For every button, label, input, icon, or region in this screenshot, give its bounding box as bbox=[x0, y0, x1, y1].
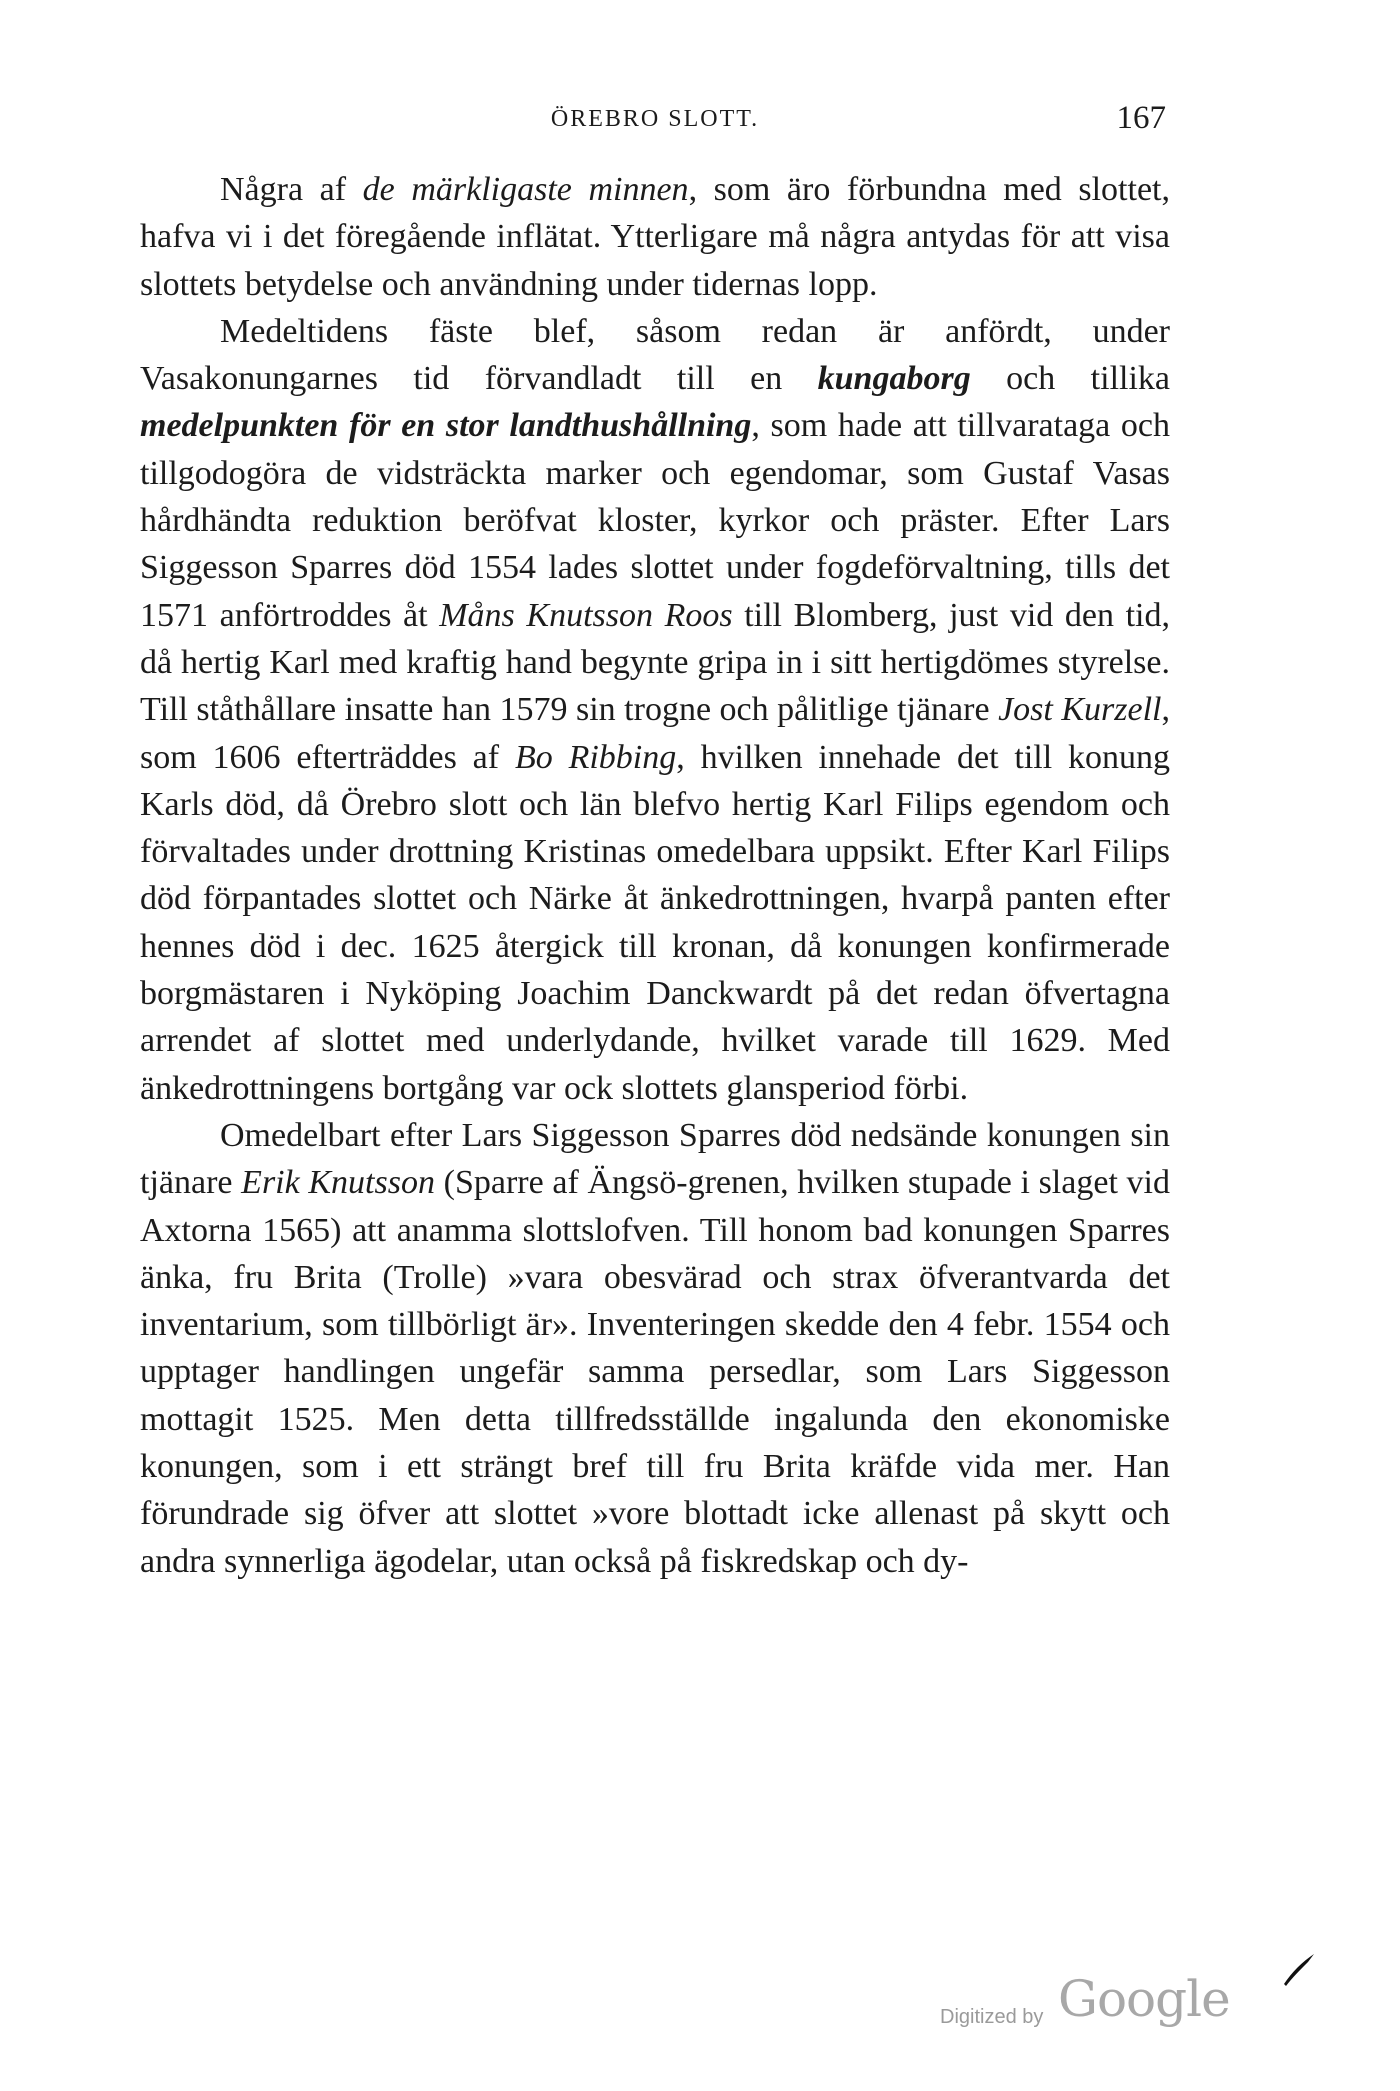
paragraph bbox=[140, 166, 1170, 308]
text-run: Omedelbart efter Lars Siggesson Sparres död nedsände konungen sin tjänare bbox=[140, 1116, 1170, 1202]
body-text bbox=[140, 166, 1170, 1585]
text-run: och tillika bbox=[970, 360, 1171, 398]
italic-phrase: de märkligaste minnen bbox=[362, 171, 689, 208]
italic-phrase: Måns Knutsson Roos bbox=[439, 596, 733, 634]
italic-phrase: Bo Ribbing bbox=[514, 738, 677, 776]
paragraph bbox=[140, 1112, 1170, 1585]
italic-phrase: Erik Knutsson bbox=[241, 1164, 435, 1202]
paragraph bbox=[140, 308, 1170, 1112]
pen-stroke-mark bbox=[1278, 1950, 1318, 1990]
text-run: (Sparre af Ängsö-grenen, hvilken stupade i slaget vid Axtorna 1565) att anamma slottslofven. Till honom bad konungen Sparres änka, fru Brita (Trolle) »vara obesvärad och strax öfverantvarda det inventarium, som tillbörligt är». Inventeringen skedde den 4 febr. 1554 och upptager handlingen ungefär samma persedlar, som Lars Siggesson mottagit 1525. Men detta tillfredsställde ingalunda den ekonomiske konungen, som i ett strängt bref till fru Brita kräfde vida mer. Han förundrade sig öfver att slottet »vore blottadt icke allenast på skytt och andra synnerliga ägodelar, utan också på fiskredskap och dy- bbox=[140, 1164, 1171, 1580]
text-run: , hvilken innehade det till konung Karls död, då Örebro slott och län blefvo hertig Karl Filips egendom och förvaltades under drottning Kristinas omedelbara uppsikt. Efter Karl Filips död förpantades slottet och Närke åt änkedrottningen, hvarpå panten efter hennes död i dec. 1625 återgick till kronan, då konungen konfirmerade borgmästaren i Nyköping Joachim Danckwardt på det redan öfvertagna arrendet af slottet med underlydande, hvilket varade till 1629. Med änkedrottningens bortgång var ock slottets glansperiod förbi. bbox=[140, 738, 1171, 1107]
digitized-label: Digitized by bbox=[940, 2006, 1044, 2028]
digitized-by-google-watermark bbox=[940, 1970, 1240, 2040]
running-title: ÖREBRO SLOTT. bbox=[550, 106, 760, 132]
text-run: , som äro förbundna med slottet, hafva vi i det föregående inflätat. Ytterligare må några antydas för att visa slottets betydelse och användning under tidernas lopp. bbox=[140, 171, 1170, 303]
google-logo: Google bbox=[1058, 1970, 1230, 2028]
running-header bbox=[140, 100, 1170, 140]
emphasized-phrase: kungaborg bbox=[817, 360, 971, 398]
text-run: Några af bbox=[220, 171, 363, 208]
text-run: till Blomberg, just vid den tid, då hertig Karl med kraftig hand begynte gripa in i sitt hertigdömes styrelse. Till ståthållare insatte han 1579 sin trogne och pålitlige tjänare bbox=[140, 596, 1170, 729]
emphasized-phrase: medelpunkten för en stor landthushållning bbox=[140, 407, 752, 445]
page-number: 167 bbox=[1116, 100, 1166, 136]
text-run: Medeltidens fäste blef, såsom redan är anfördt, under Vasakonungarnes tid förvandladt till en bbox=[140, 312, 1170, 398]
text-run: , som hade att tillvaratagа och tillgodogöra de vidsträckta marker och egendomar, som Gustaf Vasas hårdhändta reduktion beröfvat kloster, kyrkor och präster. Efter Lars Siggesson Sparres död 1554 lades slottet under fogdeförvaltning, tills det 1571 anförtroddes åt bbox=[140, 407, 1170, 634]
text-run: , som 1606 efterträddes af bbox=[140, 691, 1170, 776]
italic-phrase: Jost Kurzell bbox=[998, 691, 1162, 729]
